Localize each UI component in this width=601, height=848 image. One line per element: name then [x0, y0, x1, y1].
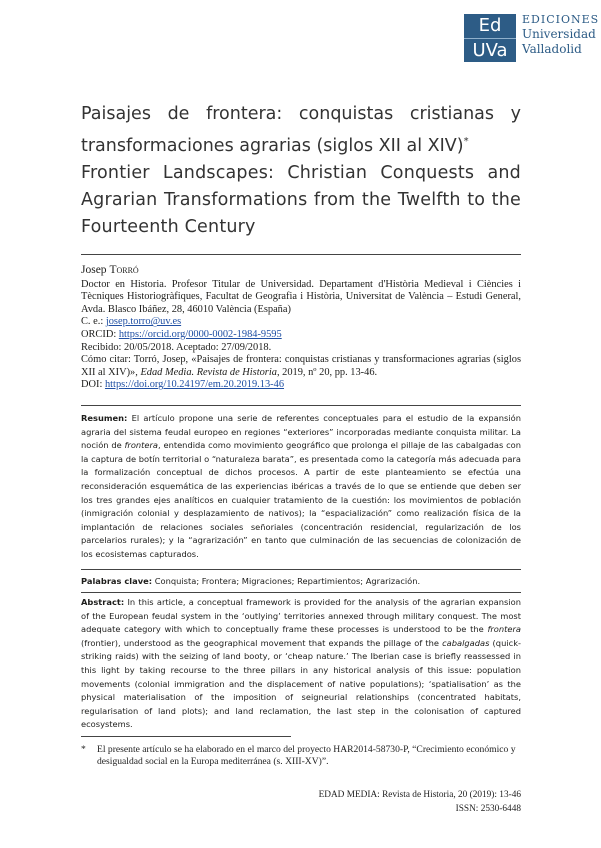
email-link[interactable]: josep.torro@uv.es — [105, 316, 182, 328]
logo-ediciones: EDICIONES — [522, 13, 600, 26]
citation-prefix: Cómo citar: Torró, Josep, «Paisajes de frontera: conquistas cristianas y transformaciones agrarias (siglos XII al XIV)», — [81, 354, 521, 378]
palabras-label: Palabras clave: — [81, 576, 153, 586]
orcid-link[interactable]: https://orcid.org/0000-0002-1984-9595 — [118, 328, 282, 340]
email-label: C. e.: — [81, 316, 104, 328]
publisher-logo-mark — [464, 14, 516, 62]
palabras-clave — [81, 575, 521, 589]
author-first-name: Josep — [81, 264, 107, 276]
orcid-label: ORCID: — [81, 328, 117, 340]
publisher-logo-text — [522, 12, 599, 57]
abstract-text-1: In this article, a conceptual framework is provided for the analysis of the agrarian expansion of the European feudal system in the ‘outlying’ territories annexed through military conquest. The most adequate category with which to conceptually frame these processes is understood to be the — [81, 597, 521, 635]
abstract-italic-cabalgadas: cabalgadas — [442, 637, 490, 648]
title-footnote-mark: * — [463, 136, 469, 147]
footnote-mark: * — [81, 744, 86, 755]
footer-journal: EDAD MEDIA: Revista de Historia, 20 (2019): 13-46 — [318, 790, 521, 800]
title-english: Frontier Landscapes: Christian Conquests and Agrarian Transformations from the Twelfth to the Fourteenth Century — [81, 163, 521, 237]
resumen-text-2: , entendida como movimiento geográfico que prolonga el pillaje de las cabalgadas con la captura de botín territorial o “naturaleza barata”, es presentada como la categoría más adecuada para la formalización conceptual de dichos procesos. A partir de este planteamiento se efectúa una reconsideración esquemática de las experiencias ibéricas a través de lo que se entiende que deben ser los tres grandes ejes analíticos en cualquier tratamiento de la cuestión: los movimientos de población (inmigración colonial y desplazamiento de nativos); la “espacialización” como realización física de la implantación de relaciones sociales señoriales (concentración residencial, regularización de los parcelarios rurales); y la “agrarización” en tanto que culminación de las secuencias de colonización de los ecosistemas capturados. — [81, 440, 521, 559]
logo-universidad: Universidad — [522, 27, 596, 41]
title-divider — [81, 254, 521, 255]
doi-label: DOI: — [81, 379, 103, 391]
doi-line — [81, 379, 521, 392]
logo-valladolid: Valladolid — [522, 42, 582, 56]
abstract-italic-frontera: frontera — [487, 624, 521, 635]
author-affiliation: Doctor en Historia. Profesor Titular de Universidad. Departament d'Història Medieval i Ciències i Tècniques Historiogràfiques, Facultat de Geografia i Història, Universitat de València – Estudi General, Avda. Blasco Ibáñez, 28, 46010 València (España) — [81, 278, 521, 315]
abstract-label: Abstract: — [81, 597, 125, 607]
abstract-text-2: (frontier), understood as the geographical movement that expands the pillage of the — [81, 637, 443, 648]
author-divider — [81, 405, 521, 406]
footnote-text: El presente artículo se ha elaborado en el marco del proyecto HAR2014-58730-P, “Crecimiento económico y desigualdad social en la Europa mediterránea (s. XIII-XV)”. — [97, 744, 516, 767]
logo-ed: Ed — [464, 14, 516, 39]
footnote — [81, 744, 521, 768]
footnote-divider — [81, 736, 291, 737]
article-dates: Recibido: 20/05/2018. Aceptado: 27/09/2018. — [81, 341, 272, 353]
doi-link[interactable]: https://doi.org/10.24197/em.20.2019.13-46 — [104, 379, 285, 391]
keywords-divider — [81, 592, 521, 593]
abstract-english — [81, 596, 521, 732]
resumen-text-1: El artículo propone una serie de referentes conceptuales para el estudio de la expansión agraria del sistema feudal europeo en regiones “exteriores” incorporadas mediante conquista militar. La noción de — [81, 413, 521, 451]
citation-journal: Edad Media. Revista de Historia — [140, 366, 277, 378]
author-last-name: Torró — [109, 264, 139, 276]
logo-uva: UVa — [472, 40, 508, 61]
citation-suffix: , 2019, nº 20, pp. 13-46. — [276, 366, 378, 378]
author-orcid-line — [81, 329, 521, 342]
resumen-label: Resumen: — [81, 413, 128, 423]
resumen-italic-frontera: frontera — [124, 440, 159, 451]
author-name — [81, 264, 521, 277]
resumen-divider — [81, 569, 521, 570]
title-spanish — [81, 100, 521, 160]
abstract-text-3: (quick-striking raids) with the seizing of land booty, or ‘cheap nature.’ The Iberian case is briefly reassessed in this light by taking recourse to the three pillars in any historical analysis of this issue: population movements (colonial immigration and the displacement of native populations); ‘spatialisation’ as the physical materialisation of the imposition of seigneurial relationships (concentrated habitats, regularisation of land plots); and land reclamation, the last step in the colonisation of captured ecosystems. — [81, 637, 521, 730]
footer-issn: ISSN: 2530-6448 — [455, 804, 521, 814]
author-email-line — [81, 316, 521, 329]
title-spanish-text: Paisajes de frontera: conquistas cristianas y transformaciones agrarias (siglos XII al XIV) — [81, 104, 521, 156]
resumen — [81, 412, 521, 562]
palabras-text: Conquista; Frontera; Migraciones; Repartimientos; Agrarización. — [152, 576, 421, 586]
citation — [81, 354, 521, 379]
author-block — [81, 264, 521, 392]
